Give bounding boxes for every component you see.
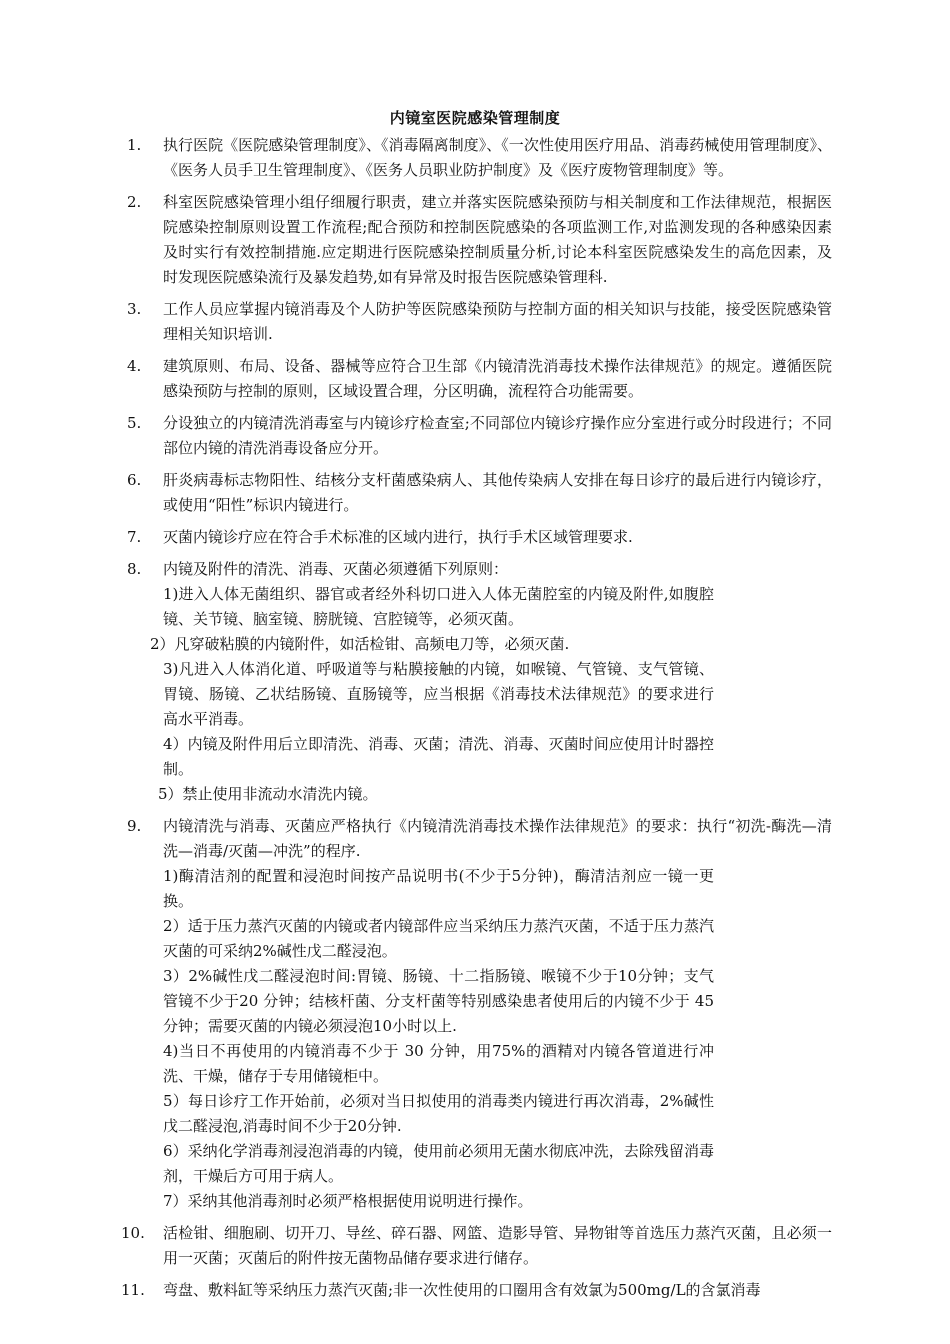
item-text: 分设独立的内镜清洗消毒室与内镜诊疗检查室;不同部位内镜诊疗操作应分室进行或分时段进行；不同部位内镜的清洗消毒设备应分开。 [163,414,832,457]
list-item [0,468,950,518]
item-text: 工作人员应掌握内镜消毒及个人防护等医院感染预防与控制方面的相关知识与技能，接受医院感染管理相关知识培训. [163,300,832,343]
item-number: 10. [121,1224,145,1242]
list-item [0,1221,950,1271]
sub-item: 7）采纳其他消毒剂时必须严格根据使用说明进行操作。 [163,1192,533,1210]
item-number: 6. [127,471,142,489]
item-text: 建筑原则、布局、设备、器械等应符合卫生部《内镜清洗消毒技术操作法律规范》的规定。遵循医院感染预防与控制的原则，区域设置合理，分区明确，流程符合功能需要。 [163,357,832,400]
item-number: 1. [127,136,142,154]
item-number: 8. [127,560,142,578]
sub-item: 1)进入人体无菌组织、器官或者经外科切口进入人体无菌腔室的内镜及附件,如腹腔镜、关节镜、脑室镜、膀胱镜、宫腔镜等，必须灭菌。 [163,585,714,628]
list-item [0,297,950,347]
item-number: 7. [127,528,142,546]
item-number: 5. [127,414,142,432]
sub-item: 5）每日诊疗工作开始前，必须对当日拟使用的消毒类内镜进行再次消毒，2%碱性戊二醛浸泡,消毒时间不少于20分钟. [163,1092,714,1135]
item-text: 活检钳、细胞刷、切开刀、导丝、碎石器、网篮、造影导管、异物钳等首选压力蒸汽灭菌，且必须一用一灭菌；灭菌后的附件按无菌物品储存要求进行储存。 [163,1224,832,1267]
list-item [0,557,950,807]
item-number: 2. [127,193,142,211]
sub-item: 3)凡进入人体消化道、呼吸道等与粘膜接触的内镜，如喉镜、气管镜、支气管镜、胃镜、肠镜、乙状结肠镜、直肠镜等，应当根据《消毒技术法律规范》的要求进行高水平消毒。 [163,660,714,728]
item-number: 3. [127,300,142,318]
item-number: 4. [127,357,142,375]
list-item [0,190,950,290]
item-text: 肝炎病毒标志物阳性、结核分支杆菌感染病人、其他传染病人安排在每日诊疗的最后进行内镜诊疗，或使用“阳性”标识内镜进行。 [163,471,832,514]
sub-item: 6）采纳化学消毒剂浸泡消毒的内镜，使用前必须用无菌水彻底冲洗，去除残留消毒剂，干燥后方可用于病人。 [163,1142,714,1185]
list-item [0,411,950,461]
item-text: 内镜及附件的清洗、消毒、灭菌必须遵循下列原则： [163,560,509,578]
item-text: 科室医院感染管理小组仔细履行职责，建立并落实医院感染预防与相关制度和工作法律规范，根据医院感染控制原则设置工作流程;配合预防和控制医院感染的各项监测工作,对监测发现的各种感染因素及时实行有效控制措施.应定期进行医院感染控制质量分析,讨论本科室医院感染发生的高危因素，及时发现医院感染流行及暴发趋势,如有异常及时报告医院感染管理科. [163,193,832,286]
item-text: 执行医院《医院感染管理制度》、《消毒隔离制度》、《一次性使用医疗用品、消毒药械使用管理制度》、《医务人员手卫生管理制度》、《医务人员职业防护制度》及《医疗废物管理制度》等。 [163,136,832,179]
list-item [0,354,950,404]
list-item [0,1278,950,1303]
sub-item: 1)酶清洁剂的配置和浸泡时间按产品说明书(不少于5分钟)，酶清洁剂应一镜一更换。 [163,867,714,910]
sub-item: 3）2%碱性戊二醛浸泡时间:胃镜、肠镜、十二指肠镜、喉镜不少于10分钟；支气管镜不少于20 分钟；结核杆菌、分支杆菌等特别感染患者使用后的内镜不少于 45 分钟；需要灭菌的内镜必须浸泡10小时以上. [163,967,714,1035]
sub-item: 4)当日不再使用的内镜消毒不少于 30 分钟，用75%的酒精对内镜各管道进行冲洗、干燥，储存于专用储镜柜中。 [163,1042,714,1085]
sub-item: 5）禁止使用非流动水清洗内镜。 [158,785,378,803]
item-number: 9. [127,817,142,835]
item-text: 内镜清洗与消毒、灭菌应严格执行《内镜清洗消毒技术操作法律规范》的要求：执行“初洗-酶洗—清洗—消毒/灭菌—冲洗”的程序. [163,817,832,860]
sub-item: 2）凡穿破粘膜的内镜附件，如活检钳、高频电刀等，必须灭菌. [150,635,570,653]
rule-list [0,133,950,1310]
sub-item: 4）内镜及附件用后立即清洗、消毒、灭菌；清洗、消毒、灭菌时间应使用计时器控制。 [163,735,714,778]
list-item [0,525,950,550]
item-text: 灭菌内镜诊疗应在符合手术标准的区域内进行，执行手术区域管理要求. [163,528,633,546]
sub-item: 2）适于压力蒸汽灭菌的内镜或者内镜部件应当采纳压力蒸汽灭菌，不适于压力蒸汽灭菌的可采纳2%碱性戊二醛浸泡。 [163,917,714,960]
list-item [0,814,950,1214]
item-text: 弯盘、敷料缸等采纳压力蒸汽灭菌;非一次性使用的口圈用含有效氯为500mg/L的含氯消毒 [163,1281,761,1299]
item-number: 11. [121,1281,145,1299]
document-title: 内镜室医院感染管理制度 [389,109,561,127]
list-item [0,133,950,183]
